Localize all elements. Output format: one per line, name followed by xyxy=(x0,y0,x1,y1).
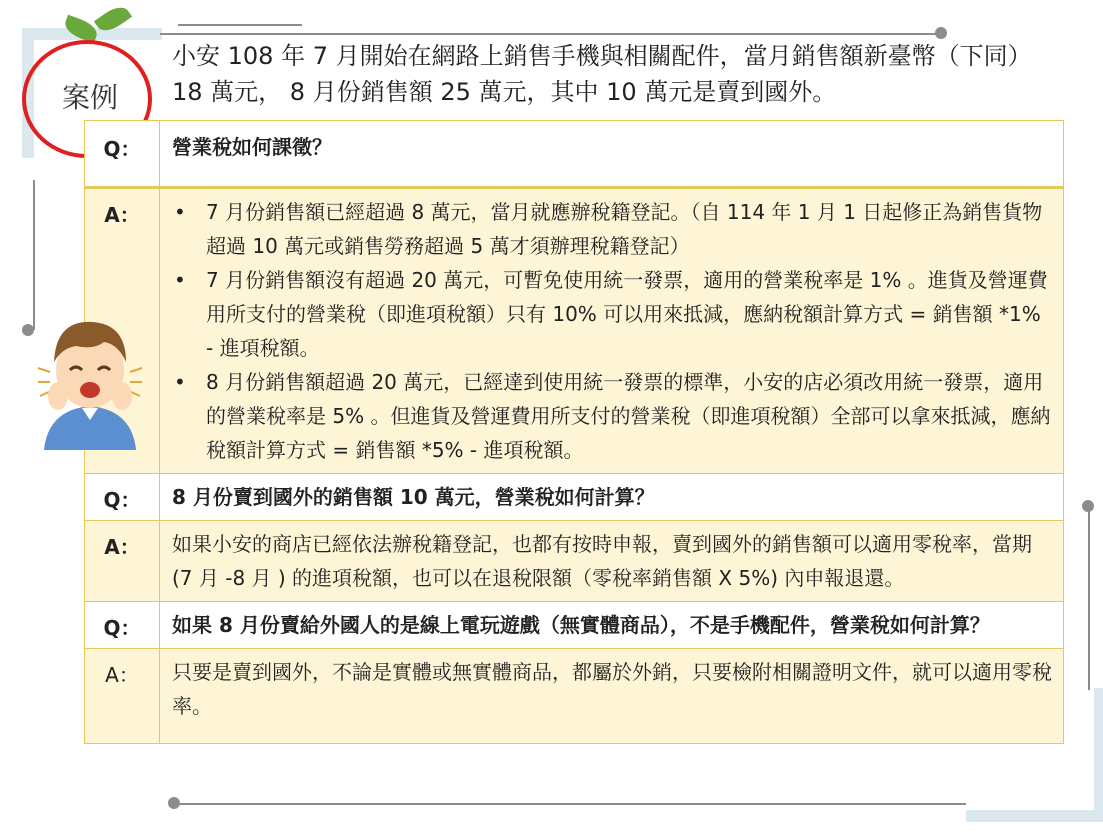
top-long-line xyxy=(160,33,940,35)
case-intro: 小安 108 年 7 月開始在網路上銷售手機與相關配件，當月銷售額新臺幣（下同） 18 萬元， 8 月份銷售額 25 萬元，其中 10 萬元是賣到國外。 xyxy=(172,42,1032,106)
answer-bullet: • 7 月份銷售額沒有超過 20 萬元，可暫免使用統一發票，適用的營業稅率是 1% 。進貨及營運費用所支付的營業稅（即進項稅額）只有 10% 可以用來抵減，應納稅額計算方式 = 銷售額 *1% - 進項稅額。 xyxy=(172,263,1053,365)
bottom-line xyxy=(176,803,966,805)
answer-row xyxy=(85,521,1064,602)
answer-label: A： xyxy=(85,649,160,744)
case-label: 案例 xyxy=(62,81,119,114)
question-row xyxy=(85,121,1064,188)
question-text: 營業稅如何課徵？ xyxy=(160,121,1064,188)
right-line-dot xyxy=(1082,500,1094,512)
question-row xyxy=(85,474,1064,521)
answer-bullet: • 8 月份銷售額超過 20 萬元，已經達到使用統一發票的標準，小安的店必須改用統一發票，適用的營業稅率是 5% 。但進貨及營運費用所支付的營業稅（即進項稅額）全部可以拿來抵減，應納稅額計算方式 = 銷售額 *5% - 進項稅額。 xyxy=(172,365,1053,467)
cheering-boy-illustration xyxy=(34,300,146,450)
right-vertical-line xyxy=(1088,510,1090,690)
left-line-dot xyxy=(22,324,34,336)
answer-row xyxy=(85,188,1064,474)
question-label: Q： xyxy=(85,121,160,188)
question-row xyxy=(85,602,1064,649)
answer-label: A： xyxy=(85,521,160,602)
question-label: Q： xyxy=(85,474,160,521)
answer-row xyxy=(85,649,1064,744)
top-short-line xyxy=(178,24,302,26)
answer-text xyxy=(160,188,1064,474)
answer-text: 如果小安的商店已經依法辦稅籍登記，也都有按時申報，賣到國外的銷售額可以適用零稅率，當期 (7 月 -8 月 ) 的進項稅額，也可以在退稅限額（零稅率銷售額 X 5%) 內申報退還。 xyxy=(160,521,1064,602)
question-text: 8 月份賣到國外的銷售額 10 萬元，營業稅如何計算？ xyxy=(160,474,1064,521)
question-text: 如果 8 月份賣給外國人的是線上電玩遊戲（無實體商品），不是手機配件，營業稅如何計算？ xyxy=(160,602,1064,649)
answer-bullet-list xyxy=(172,195,1053,467)
answer-bullet: • 7 月份銷售額已經超過 8 萬元，當月就應辦稅籍登記。（自 114 年 1 月 1 日起修正為銷售貨物超過 10 萬元或銷售勞務超過 5 萬才須辦理稅籍登記） xyxy=(172,195,1053,263)
qa-table xyxy=(84,120,1064,744)
answer-text: 只要是賣到國外，不論是實體或無實體商品，都屬於外銷，只要檢附相關證明文件，就可以適用零稅率。 xyxy=(160,649,1064,744)
question-label: Q： xyxy=(85,602,160,649)
bottom-line-dot xyxy=(168,797,180,809)
answer-label: A： xyxy=(85,188,160,474)
